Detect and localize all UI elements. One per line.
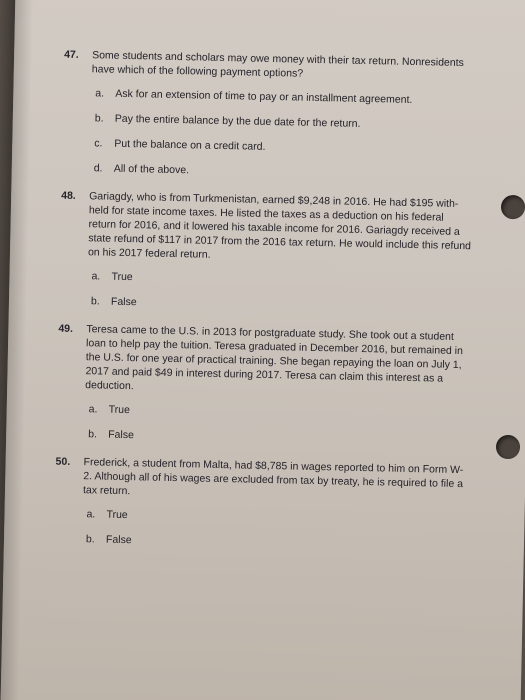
- option-text: Ask for an extension of time to pay or an installment agreement.: [115, 87, 413, 106]
- option-c: [94, 136, 474, 158]
- question-number: 47.: [64, 48, 79, 61]
- question-number: 48.: [61, 189, 76, 202]
- question-text: Teresa came to the U.S. in 2013 for postgraduate study. She took out a student loan to help pay the tuition. Teresa graduated in December 2016, but remained in the U.S. for one year of practical training. She began repaying the loan on July 1, 2017 and paid $49 in interest during 2017. Teresa can claim this interest as a deduction.: [85, 323, 464, 393]
- question-text: Frederick, a student from Malta, had $8,785 in wages reported to him on Form W-2. Although all of his wages are excluded from tax by treaty, he is required to file a tax return.: [82, 456, 464, 498]
- option-d: [94, 161, 474, 183]
- question-48: [61, 189, 473, 317]
- option-b: [91, 294, 471, 316]
- punch-hole-bottom: [496, 435, 520, 459]
- question-number: 50.: [55, 455, 71, 468]
- answer-options: [86, 507, 467, 554]
- option-b: [95, 111, 475, 133]
- option-a: [86, 507, 466, 529]
- option-letter: c.: [94, 137, 103, 150]
- option-letter: b.: [88, 428, 98, 441]
- question-50: [56, 455, 468, 555]
- answer-options: [94, 86, 476, 183]
- option-letter: b.: [94, 112, 104, 125]
- option-letter: d.: [93, 162, 103, 175]
- option-letter: b.: [85, 533, 95, 546]
- question-text: Some students and scholars may owe money with their tax return. Nonresidents have which of the following payment options?: [91, 49, 464, 80]
- option-text: False: [108, 428, 134, 442]
- option-letter: a.: [91, 270, 101, 283]
- answer-options: [88, 402, 469, 449]
- option-text: Put the balance on a credit card.: [114, 137, 266, 153]
- option-a: [95, 86, 475, 108]
- option-text: False: [105, 533, 132, 547]
- question-49: [58, 322, 470, 450]
- answer-options: [91, 269, 472, 316]
- option-letter: a.: [95, 87, 105, 100]
- punch-hole-top: [501, 195, 525, 219]
- option-text: True: [108, 403, 131, 417]
- question-number: 49.: [58, 322, 74, 335]
- option-b: [88, 427, 468, 449]
- option-letter: b.: [90, 295, 100, 308]
- option-text: False: [110, 295, 137, 309]
- option-b: [86, 532, 466, 554]
- paper-edge-shadow: [1, 0, 34, 700]
- option-text: True: [106, 508, 128, 522]
- option-a: [89, 402, 469, 424]
- option-letter: a.: [88, 403, 98, 416]
- option-text: All of the above.: [113, 162, 190, 177]
- question-text: Gariagdy, who is from Turkmenistan, earned $9,248 in 2016. He had $195 with-held for state income taxes. He listed the taxes as a deduction on his federal return for 2016, and it lowered his taxable income for 2016. Gariagdy received a state refund of $117 in 2017 from the 2016 tax return. He would include this refund on his 2017 federal return.: [87, 190, 472, 261]
- question-list: [56, 48, 477, 568]
- paper-sheet: [1, 0, 525, 700]
- option-text: True: [111, 270, 133, 284]
- option-a: [91, 269, 471, 291]
- option-text: Pay the entire balance by the due date for the return.: [114, 112, 361, 130]
- question-47: [64, 48, 477, 184]
- option-letter: a.: [86, 508, 96, 521]
